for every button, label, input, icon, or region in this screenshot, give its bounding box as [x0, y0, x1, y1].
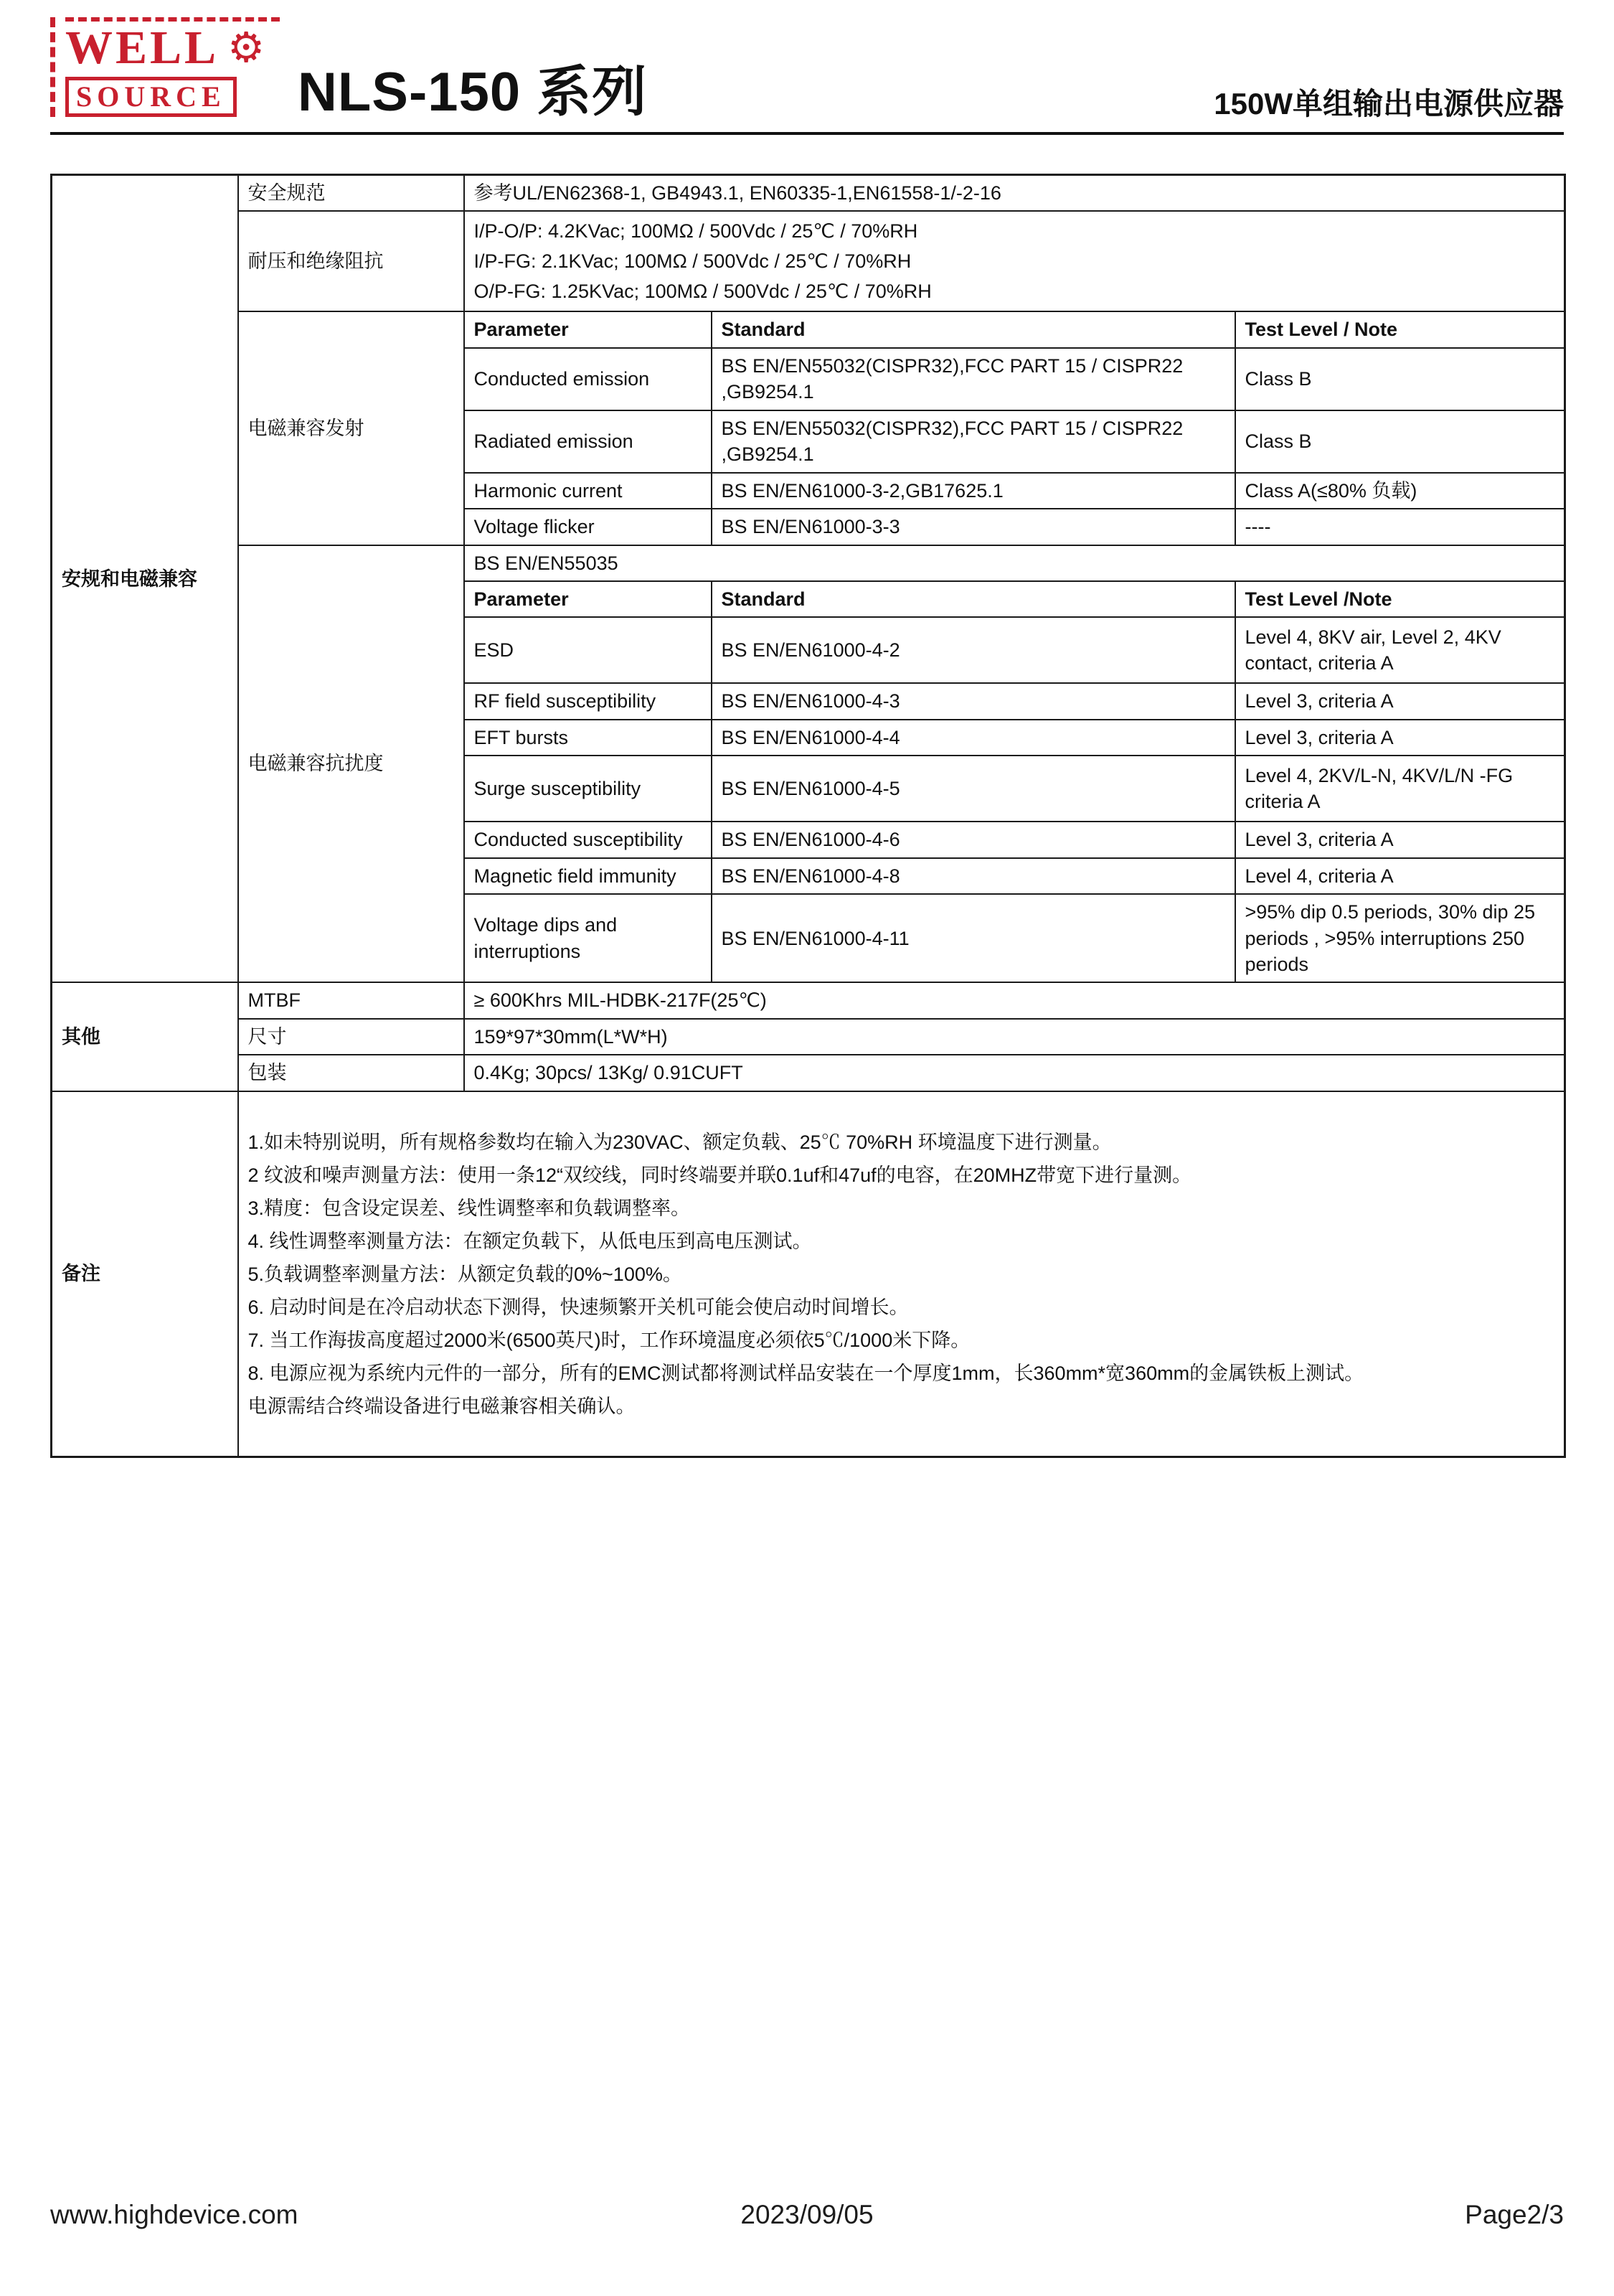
- param-cell: Conducted emission: [464, 348, 712, 410]
- note-cell: Level 3, criteria A: [1235, 720, 1565, 756]
- param-cell: RF field susceptibility: [464, 683, 712, 719]
- row-label-packing: 包装: [238, 1055, 464, 1091]
- param-cell: Conducted susceptibility: [464, 822, 712, 857]
- immunity-header-standard: Standard: [712, 581, 1235, 617]
- immunity-banner: BS EN/EN55035: [464, 545, 1565, 581]
- param-cell: ESD: [464, 617, 712, 683]
- gear-icon: ⚙: [227, 24, 265, 71]
- standard-cell: BS EN/EN55032(CISPR32),FCC PART 15 / CISPR22 ,GB9254.1: [712, 410, 1235, 473]
- note-cell: Level 4, 2KV/L-N, 4KV/L/N -FG criteria A: [1235, 756, 1565, 822]
- standard-cell: BS EN/EN61000-4-5: [712, 756, 1235, 822]
- page-footer: [50, 2200, 1564, 2230]
- mtbf-value: ≥ 600Khrs MIL-HDBK-217F(25℃): [464, 982, 1565, 1018]
- row-label-withstand: 耐压和绝缘阻抗: [238, 211, 464, 311]
- logo-frame: [50, 17, 280, 117]
- note-cell: Level 4, 8KV air, Level 2, 4KV contact, criteria A: [1235, 617, 1565, 683]
- row-label-immunity: 电磁兼容抗扰度: [238, 545, 464, 983]
- note-line: 8. 电源应视为系统内元件的一部分，所有的EMC测试都将测试样品安装在一个厚度1mm，长360mm*宽360mm的金属铁板上测试。: [247, 1362, 1364, 1384]
- withstand-values: [464, 211, 1565, 311]
- param-cell: Voltage flicker: [464, 509, 712, 545]
- page-title: NLS-150 系列: [298, 62, 648, 123]
- spec-table: [50, 174, 1566, 1458]
- immunity-header-parameter: Parameter: [464, 581, 712, 617]
- row-label-dimensions: 尺寸: [238, 1019, 464, 1055]
- header-divider: [50, 132, 1564, 135]
- note-line: 5.负载调整率测量方法：从额定负载的0%~100%。: [247, 1263, 682, 1285]
- note-cell: Level 4, criteria A: [1235, 858, 1565, 894]
- standard-cell: BS EN/EN55032(CISPR32),FCC PART 15 / CISPR22 ,GB9254.1: [712, 348, 1235, 410]
- note-cell: ----: [1235, 509, 1565, 545]
- footer-date: 2023/09/05: [740, 2200, 874, 2229]
- standard-cell: BS EN/EN61000-3-3: [712, 509, 1235, 545]
- emission-header-standard: Standard: [712, 311, 1235, 347]
- logo-top-row: [65, 17, 280, 72]
- row-label-emission: 电磁兼容发射: [238, 311, 464, 545]
- note-cell: Class B: [1235, 348, 1565, 410]
- immunity-header-note: Test Level /Note: [1235, 581, 1565, 617]
- section-label-notes: 备注: [52, 1091, 238, 1457]
- standard-cell: BS EN/EN61000-4-4: [712, 720, 1235, 756]
- section-label-safety-emc: 安规和电磁兼容: [52, 175, 238, 983]
- standard-cell: BS EN/EN61000-4-3: [712, 683, 1235, 719]
- note-line: 电源需结合终端设备进行电磁兼容相关确认。: [247, 1395, 636, 1417]
- footer-page-number: Page2/3: [1465, 2200, 1564, 2229]
- logo-text-well: WELL: [65, 22, 220, 74]
- note-cell: Level 3, criteria A: [1235, 683, 1565, 719]
- row-label-mtbf: MTBF: [238, 982, 464, 1018]
- note-line: 7. 当工作海拔高度超过2000米(6500英尺)时，工作环境温度必须依5℃/1000米下降。: [247, 1329, 971, 1351]
- section-label-others: 其他: [52, 982, 238, 1091]
- footer-website: www.highdevice.com: [50, 2200, 298, 2229]
- safety-value: 参考UL/EN62368-1, GB4943.1, EN60335-1,EN61558-1/-2-16: [464, 175, 1565, 212]
- param-cell: EFT bursts: [464, 720, 712, 756]
- note-line: 3.精度：包含设定误差、线性调整率和负载调整率。: [247, 1197, 691, 1219]
- withstand-line: I/P-O/P: 4.2KVac; 100MΩ / 500Vdc / 25℃ / 70%RH: [473, 220, 918, 243]
- note-cell: Level 3, criteria A: [1235, 822, 1565, 857]
- wellsource-logo: [50, 17, 280, 117]
- note-cell: >95% dip 0.5 periods, 30% dip 25 periods , >95% interruptions 250 periods: [1235, 894, 1565, 982]
- param-cell: Magnetic field immunity: [464, 858, 712, 894]
- packing-value: 0.4Kg; 30pcs/ 13Kg/ 0.91CUFT: [464, 1055, 1565, 1091]
- standard-cell: BS EN/EN61000-3-2,GB17625.1: [712, 473, 1235, 509]
- withstand-line: O/P-FG: 1.25KVac; 100MΩ / 500Vdc / 25℃ / 70%RH: [473, 281, 932, 303]
- param-cell: Radiated emission: [464, 410, 712, 473]
- standard-cell: BS EN/EN61000-4-8: [712, 858, 1235, 894]
- page-header: [50, 14, 1564, 131]
- note-line: 2 纹波和噪声测量方法：使用一条12“双绞线，同时终端要并联0.1uf和47uf的电容，在20MHZ带宽下进行量测。: [247, 1164, 1192, 1186]
- withstand-line: I/P-FG: 2.1KVac; 100MΩ / 500Vdc / 25℃ / 70%RH: [473, 250, 912, 273]
- note-line: 1.如未特别说明，所有规格参数均在输入为230VAC、额定负载、25℃ 70%RH 环境温度下进行测量。: [247, 1131, 1112, 1153]
- note-cell: Class B: [1235, 410, 1565, 473]
- dimensions-value: 159*97*30mm(L*W*H): [464, 1019, 1565, 1055]
- emission-header-note: Test Level / Note: [1235, 311, 1565, 347]
- standard-cell: BS EN/EN61000-4-11: [712, 894, 1235, 982]
- logo-text-source: SOURCE: [65, 77, 237, 117]
- standard-cell: BS EN/EN61000-4-2: [712, 617, 1235, 683]
- param-cell: Surge susceptibility: [464, 756, 712, 822]
- param-cell: Harmonic current: [464, 473, 712, 509]
- note-cell: Class A(≤80% 负载): [1235, 473, 1565, 509]
- param-cell: Voltage dips and interruptions: [464, 894, 712, 982]
- note-line: 4. 线性调整率测量方法：在额定负载下，从低电压到高电压测试。: [247, 1230, 812, 1252]
- note-line: 6. 启动时间是在冷启动状态下测得，快速频繁开关机可能会使启动时间增长。: [247, 1296, 909, 1318]
- standard-cell: BS EN/EN61000-4-6: [712, 822, 1235, 857]
- page-subtitle: 150W单组输出电源供应器: [1214, 87, 1564, 121]
- emission-header-parameter: Parameter: [464, 311, 712, 347]
- notes-content: [238, 1091, 1565, 1457]
- row-label-safety: 安全规范: [238, 175, 464, 212]
